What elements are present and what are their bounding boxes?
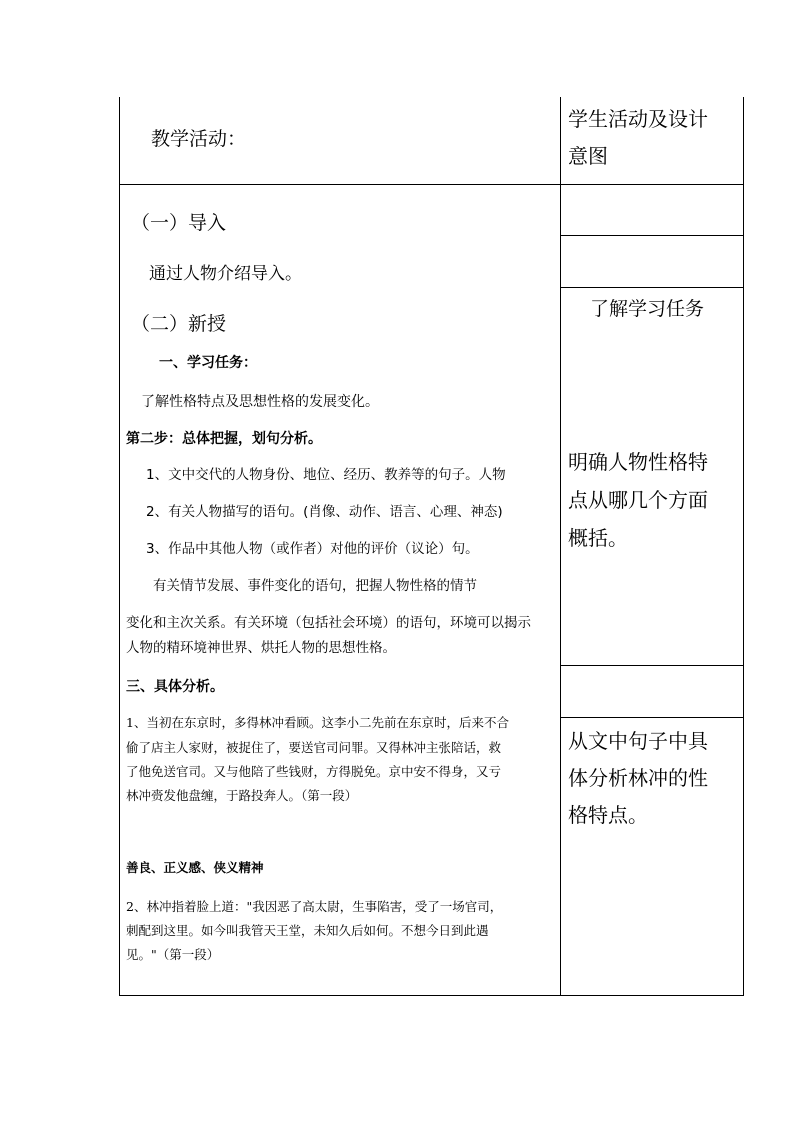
right-cell-divider-3 (560, 665, 744, 666)
note-analysis-line-2: 体分析林冲的性 (568, 766, 708, 790)
step2-heading: 第二步：总体把握，划句分析。 (126, 431, 322, 447)
paragraph-line-1: 有关情节发展、事件变化的语句，把握人物性格的情节 (153, 578, 477, 594)
section3-heading: 三、具体分析。 (126, 679, 224, 695)
quote1-line-4: 林冲赍发他盘缠，于路投奔人。（第一段） (126, 788, 358, 803)
step2-item-1: 1、文中交代的人物身份、地位、经历、教养等的句子。人物 (146, 467, 506, 483)
note-character-line-2: 点从哪几个方面 (568, 488, 708, 512)
header-row-bottom-border (119, 184, 744, 185)
teaching-activity-header: 教学活动： (151, 128, 247, 150)
step2-item-2: 2、有关人物描写的语句。(肖像、动作、语言、心理、神态) (146, 504, 503, 520)
note-learning-task: 了解学习任务 (590, 298, 705, 320)
note-analysis-line-3: 格特点。 (568, 803, 648, 827)
student-activity-header-line-1: 学生活动及设计 (568, 107, 708, 131)
task-text: 了解性格特点及思想性格的发展变化。 (141, 394, 379, 410)
section-intro-text: 通过人物介绍导入。 (149, 264, 302, 284)
section-new-title: （二）新授 (131, 313, 227, 335)
paragraph-line-2: 变化和主次关系。有关环境（包括社会环境）的语句，环境可以揭示 (126, 615, 531, 631)
quote2-line-2: 刺配到这里。如今叫我管天王堂，未知久后如何。不想今日到此遇 (126, 923, 489, 938)
table-right-border (743, 97, 744, 996)
student-activity-header-line-2: 意图 (568, 144, 608, 168)
table-divider-vertical (560, 97, 561, 996)
paragraph-line-3: 人物的精环境神世界、烘托人物的思想性格。 (126, 640, 396, 656)
quote1-line-1: 1、当初在东京时，多得林冲看顾。这李小二先前在东京时，后来不合 (126, 715, 509, 730)
quote2-line-1: 2、林冲指着脸上道："我因恶了高太尉，生事陷害，受了一场官司， (126, 899, 503, 914)
task-heading: 一、学习任务： (159, 355, 257, 371)
right-cell-divider-1 (560, 235, 744, 236)
table-left-border (119, 97, 120, 996)
table-bottom-border (119, 995, 744, 996)
note-character-line-3: 概括。 (568, 526, 628, 550)
quote2-line-3: 见。"（第一段） (126, 947, 220, 962)
right-cell-divider-4 (560, 717, 744, 718)
section-intro-title: （一）导入 (131, 212, 227, 234)
quote1-line-2: 偷了店主人家财，被捉住了，要送官司问罪。又得林冲主张陪话，救 (126, 740, 502, 755)
note-analysis-line-1: 从文中句子中具 (568, 729, 708, 753)
trait-summary: 善良、正义感、侠义精神 (126, 860, 264, 875)
quote1-line-3: 了他免送官司。又与他陪了些钱财，方得脱免。京中安不得身，又亏 (126, 764, 502, 779)
step2-item-3: 3、作品中其他人物（或作者）对他的评价（议论）句。 (146, 541, 479, 557)
right-cell-divider-2 (560, 287, 744, 288)
note-character-line-1: 明确人物性格特 (568, 450, 708, 474)
